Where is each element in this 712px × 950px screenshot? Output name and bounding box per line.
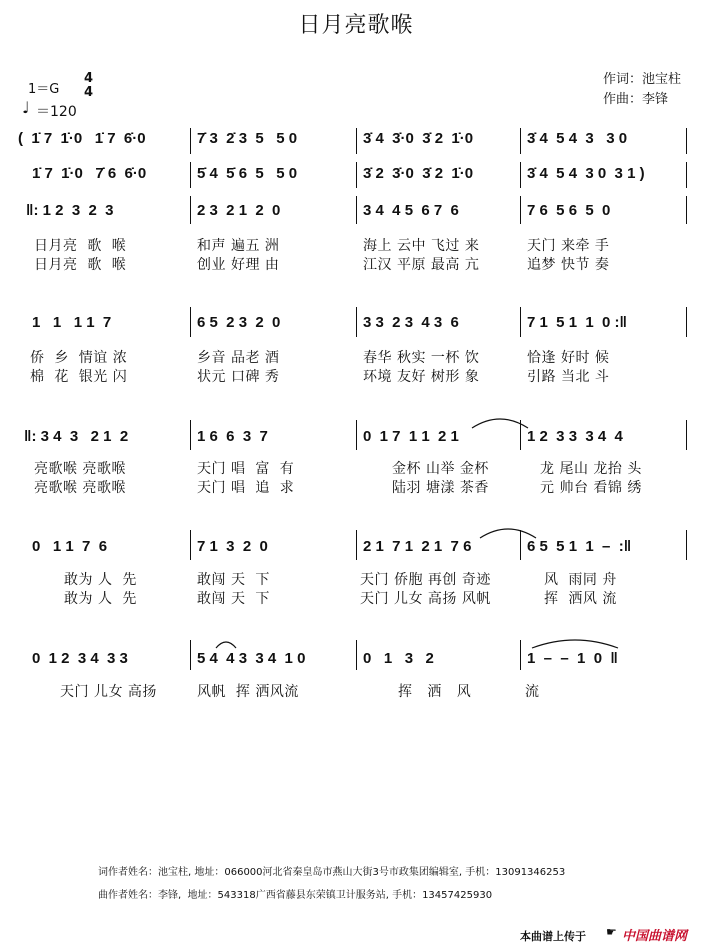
lyric: 天门 唱 富 有 — [197, 461, 295, 477]
lyric: 敢为 人 先 — [64, 591, 137, 607]
lyric: 挥 洒 风 — [398, 684, 472, 700]
measure: 5̇ 4 5̇ 6 5 5 0 — [197, 165, 298, 182]
time-signature — [84, 72, 93, 100]
lyric: 海上 云中 飞过 来 — [363, 238, 480, 254]
lyric: 亮歌喉 亮歌喉 — [34, 480, 126, 496]
lyric: 天门 儿女 高扬 风帆 — [360, 591, 491, 607]
measure: 6 5 2 3 2 0 — [197, 314, 281, 331]
lyric: 春华 秋实 一杯 饮 — [363, 350, 480, 366]
lyric: 敢闯 天 下 — [197, 591, 270, 607]
measure: 3̇ 4 5 4 3 3 0 — [527, 130, 628, 147]
lyric: 状元 口碑 秀 — [197, 369, 280, 385]
lyric: 流 — [525, 684, 540, 700]
lyric: 创业 好理 由 — [197, 257, 280, 273]
lyric: 天门 唱 追 求 — [197, 480, 295, 496]
lyric: 乡音 品老 酒 — [197, 350, 280, 366]
measure: 7̇ 3 2̇ 3 5 5 0 — [197, 130, 298, 147]
key-signature: 1＝G — [28, 82, 60, 97]
lyric: 敢闯 天 下 — [197, 572, 270, 588]
lyric: 亮歌喉 亮歌喉 — [34, 461, 126, 477]
composer-contact: 曲作者姓名：李锋, 地址：543318广西省藤县东荣镇卫计服务站, 手机：13457425930 — [98, 890, 493, 901]
tie-icon — [530, 636, 620, 650]
measure: 6 5 5 1 1 – :‖ — [527, 538, 632, 555]
measure: 5 4 4 3 3 4 1 0 — [197, 650, 306, 667]
lyric: 日月亮 歌 喉 — [34, 257, 127, 273]
upload-note: 本曲谱上传于 — [520, 930, 586, 943]
time-top: 4 — [84, 71, 94, 86]
tie-icon — [470, 416, 530, 430]
tie-icon — [214, 638, 238, 650]
measure: 7 6 5 6 5 0 — [527, 202, 611, 219]
measure: 0 1 7 1 1 2 1 — [363, 428, 459, 445]
measure: 1̇ 7 1̇·0 7̇ 6 6̇·0 — [32, 165, 147, 182]
site-logo-icon: ☛ — [606, 925, 617, 939]
measure: 7 1 3 2 0 — [197, 538, 268, 555]
lyric: 风帆 挥 洒风流 — [197, 684, 299, 700]
measure: 3̇ 4 5 4 3 0 3 1 ) — [527, 165, 645, 182]
lyric: 元 帅台 看锦 绣 — [540, 480, 642, 496]
measure: 0 1 1 7 6 — [32, 538, 108, 555]
lyric: 引路 当北 斗 — [527, 369, 610, 385]
lyric: 陆羽 塘漾 茶香 — [392, 480, 489, 496]
measure: 0 1 2 3 4 3 3 — [32, 650, 128, 667]
lyric: 侨 乡 情谊 浓 — [30, 350, 128, 366]
measure: 3̇ 2 3̇·0 3̇ 2 1̇·0 — [363, 165, 474, 182]
lyric: 追梦 快节 奏 — [527, 257, 610, 273]
measure: 7 1 5 1 1 0 :‖ — [527, 314, 628, 331]
measure: 2 3 2 1 2 0 — [197, 202, 281, 219]
measure: 1 1 1 1 7 — [32, 314, 112, 331]
page-title: 日月亮歌喉 — [298, 13, 414, 38]
measure: ‖: 1 2 3 2 3 — [26, 202, 114, 219]
lyric: 敢为 人 先 — [64, 572, 137, 588]
lyric: 金杯 山举 金杯 — [392, 461, 489, 477]
quarter-note-icon: ♩ — [22, 98, 30, 117]
lyric: 棉 花 银光 闪 — [30, 369, 128, 385]
measure: 3 3 2 3 4 3 6 — [363, 314, 459, 331]
measure: ‖: 3 4 3 2 1 2 — [24, 428, 129, 445]
lyric: 日月亮 歌 喉 — [34, 238, 127, 254]
lyric: 恰逢 好时 候 — [527, 350, 610, 366]
lyric: 江汉 平原 最高 亢 — [363, 257, 480, 273]
lyric: 天门 侨胞 再创 奇迹 — [360, 572, 491, 588]
lyric: 环境 友好 树形 象 — [363, 369, 480, 385]
lyric: 天门 来牵 手 — [527, 238, 610, 254]
lyricist-contact: 词作者姓名：池宝柱, 地址：066000河北省秦皇岛市燕山大街3号市政集团编辑室, 手机：13091346253 — [98, 867, 566, 878]
measure: 1 – – 1 0 ‖ — [527, 650, 618, 667]
measure: ( 1̇ 7 1̇·0 1̇ 7 6̇·0 — [18, 130, 146, 147]
measure: 3 4 4 5 6 7 6 — [363, 202, 459, 219]
measure: 1 2 3 3 3 4 4 — [527, 428, 623, 445]
measure: 0 1 3 2 — [363, 650, 434, 667]
measure: 3̇ 4 3̇·0 3̇ 2 1̇·0 — [363, 130, 474, 147]
lyric: 挥 洒风 流 — [544, 591, 617, 607]
tempo: ＝120 — [36, 104, 77, 120]
composer-credit: 作曲：李锋 — [603, 92, 669, 107]
lyricist-credit: 作词：池宝柱 — [603, 72, 682, 87]
lyric: 龙 尾山 龙抬 头 — [540, 461, 642, 477]
measure: 2 1 7 1 2 1 7 6 — [363, 538, 472, 555]
lyric: 风 雨同 舟 — [544, 572, 617, 588]
measure: 1 6 6 3 7 — [197, 428, 268, 445]
time-bottom: 4 — [84, 85, 94, 100]
site-logo: 中国曲谱网 — [622, 929, 688, 944]
lyric: 和声 遍五 洲 — [197, 238, 280, 254]
tie-icon — [478, 526, 538, 540]
lyric: 天门 儿女 高扬 — [60, 684, 157, 700]
